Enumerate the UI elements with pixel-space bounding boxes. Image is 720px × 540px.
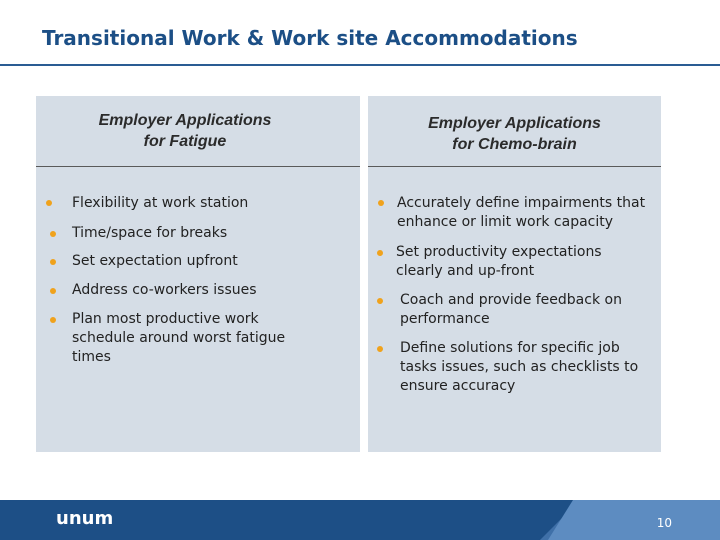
bullet-icon <box>377 298 383 304</box>
list-item <box>36 252 336 271</box>
bullet-icon <box>377 346 383 352</box>
bullet-icon <box>50 259 56 265</box>
page-number: 10 <box>656 516 672 530</box>
chemo-heading-divider <box>368 166 661 167</box>
list-item-text: Define solutions for specific job tasks issues, such as checklists to ensure accuracy <box>400 340 639 394</box>
fatigue-panel-heading <box>36 110 334 152</box>
bullet-icon <box>50 317 56 323</box>
bullet-icon <box>50 231 56 237</box>
chemo-heading-line1: Employer Applications <box>428 115 601 132</box>
list-item-text: Set productivity expectations clearly and up-front <box>396 244 602 279</box>
list-item-text: Plan most productive work schedule around worst fatigue times <box>72 311 286 365</box>
footer-bar <box>0 500 720 540</box>
slide-title: Transitional Work & Work site Accommodations <box>42 26 578 50</box>
list-item <box>368 243 653 281</box>
list-item-text: Flexibility at work station <box>72 195 249 211</box>
chemo-brain-panel <box>368 96 661 452</box>
bullet-icon <box>378 200 384 206</box>
fatigue-heading-line2: for Fatigue <box>143 133 227 150</box>
list-item-text: Coach and provide feedback on performance <box>400 292 622 327</box>
unum-logo: unum <box>56 508 114 529</box>
list-item-text: Accurately define impairments that enhance or limit work capacity <box>397 195 646 230</box>
bullet-icon <box>50 288 56 294</box>
list-item-text: Time/space for breaks <box>72 225 228 241</box>
list-item <box>368 194 653 232</box>
fatigue-heading-line1: Employer Applications <box>98 112 272 129</box>
list-item <box>36 224 336 243</box>
fatigue-panel <box>36 96 360 452</box>
list-item <box>36 281 336 300</box>
list-item <box>36 310 336 367</box>
title-rule <box>0 64 720 66</box>
list-item <box>36 194 336 213</box>
fatigue-heading-divider <box>36 166 360 167</box>
chemo-brain-list <box>368 194 653 396</box>
chemo-heading-line2: for Chemo-brain <box>452 136 577 153</box>
list-item-text: Set expectation upfront <box>72 253 238 269</box>
list-item-text: Address co-workers issues <box>72 282 257 298</box>
list-item <box>368 291 653 329</box>
bullet-icon <box>46 200 52 206</box>
footer-stripe-light <box>548 500 720 540</box>
fatigue-list <box>36 194 336 367</box>
chemo-brain-panel-heading <box>368 113 661 155</box>
list-item <box>368 339 653 396</box>
bullet-icon <box>377 250 383 256</box>
